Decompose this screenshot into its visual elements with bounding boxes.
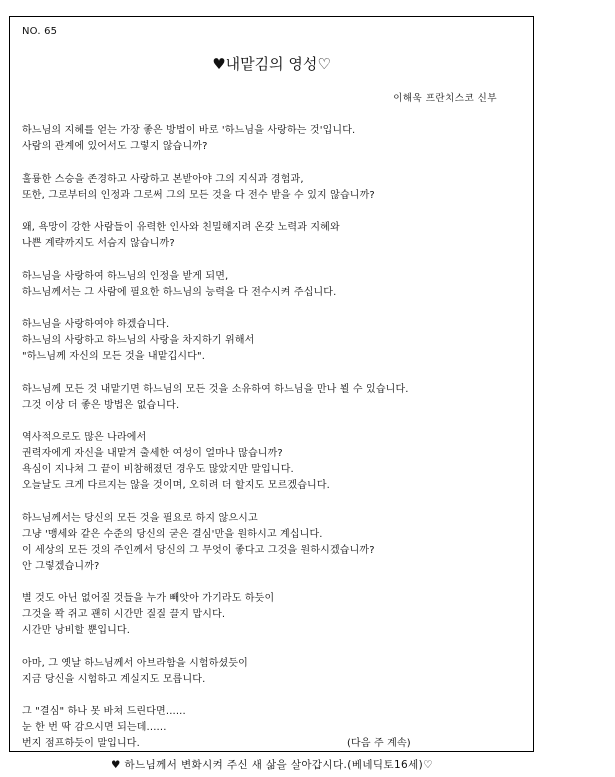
- text-line: 아마, 그 옛날 하느님께서 아브라함을 시험하셨듯이: [22, 657, 248, 669]
- text-line: 권력자에게 자신을 내맡겨 출세한 여성이 얼마나 많습니까?: [22, 448, 283, 459]
- text-line: 하느님의 지혜를 얻는 가장 좋은 방법이 바로 '하느님을 사랑하는 것'입니다.: [22, 125, 356, 136]
- paragraph: [22, 172, 527, 204]
- paragraph: [22, 511, 527, 575]
- text-line: 역사적으로도 많은 나라에서: [22, 432, 147, 443]
- text-line: 그 "결심" 하나 못 바쳐 드린다면......: [22, 706, 186, 717]
- text-line: 별 것도 아닌 없어질 것들을 누가 빼앗아 가기라도 하듯이: [22, 593, 275, 604]
- text-line: 그냥 '맹세와 같은 수준의 당신의 굳은 결심'만을 원하시고 계십니다.: [22, 528, 323, 540]
- paragraph: [22, 220, 527, 252]
- text-line: 그것을 꽉 쥐고 괜히 시간만 질질 끌지 맙시다.: [22, 609, 226, 620]
- text-line: 지금 당신을 시험하고 계실지도 모릅니다.: [22, 673, 206, 685]
- text-line: 훌륭한 스승을 존경하고 사랑하고 본받아야 그의 지식과 경험과,: [22, 173, 304, 185]
- text-line: 그것 이상 더 좋은 방법은 없습니다.: [22, 399, 180, 411]
- page-title: ♥내맡김의 영성♡: [212, 55, 331, 73]
- paragraph: [22, 123, 527, 155]
- text-line: 번지 점프하듯이 말입니다.: [22, 738, 140, 749]
- article-body: [22, 123, 527, 769]
- text-line: 시간만 낭비할 뿐입니다.: [22, 625, 131, 636]
- footer-motto: ♥ 하느님께서 변화시켜 주신 새 삶을 살아갑시다.(베네딕토16세)♡: [111, 759, 433, 771]
- paragraph: [22, 704, 527, 752]
- text-line: 안 그렇겠습니까?: [22, 560, 100, 572]
- author-byline: 이해욱 프란치스코 신부: [393, 93, 497, 104]
- text-line: 하느님께서는 당신의 모든 것을 필요로 하지 않으시고: [22, 512, 258, 524]
- issue-number: NO. 65: [22, 26, 58, 37]
- paragraph: [22, 269, 527, 301]
- text-line: 나쁜 계략까지도 서슴지 않습니까?: [22, 238, 175, 249]
- continued-note: (다음 주 계속): [347, 738, 411, 749]
- paragraph: [22, 591, 527, 639]
- document-frame: [9, 16, 534, 752]
- paragraph: [22, 382, 527, 414]
- text-line: 오늘날도 크게 다르지는 않을 것이며, 오히려 더 할지도 모르겠습니다.: [22, 480, 330, 491]
- text-line: 하느님의 사랑하고 하느님의 사랑을 차지하기 위해서: [22, 335, 255, 346]
- text-line: 눈 한 번 딱 감으시면 되는데......: [22, 722, 167, 733]
- text-line: 하느님을 사랑하여 하느님의 인정을 받게 되면,: [22, 270, 229, 282]
- text-line: 하느님께 모든 것 내맡기면 하느님의 모든 것을 소유하여 하느님을 만나 뵐 수 있습니다.: [22, 383, 409, 395]
- text-line: 이 세상의 모든 것의 주인께서 당신의 그 무엇이 좋다고 그것을 원하시겠습니까?: [22, 544, 375, 556]
- text-line: 하느님을 사랑하여야 하겠습니다.: [22, 319, 170, 330]
- text-line: 욕심이 지나쳐 그 끝이 비참해졌던 경우도 많았지만 말입니다.: [22, 464, 294, 475]
- text-line: 사람의 관계에 있어서도 그렇지 않습니까?: [22, 141, 208, 152]
- paragraph: [22, 430, 527, 494]
- text-line-with-note: [22, 736, 527, 752]
- paragraph: [22, 656, 527, 688]
- text-line: 또한, 그로부터의 인정과 그로써 그의 모든 것을 다 전수 받을 수 있지 않습니까?: [22, 189, 375, 201]
- text-line: 왜, 욕망이 강한 사람들이 유력한 인사와 친밀해지려 온갖 노력과 지혜와: [22, 222, 340, 233]
- text-line: "하느님께 자신의 모든 것을 내맡깁시다".: [22, 351, 206, 362]
- text-line: 하느님께서는 그 사람에 필요한 하느님의 능력을 다 전수시켜 주십니다.: [22, 286, 337, 298]
- paragraph: [22, 317, 527, 365]
